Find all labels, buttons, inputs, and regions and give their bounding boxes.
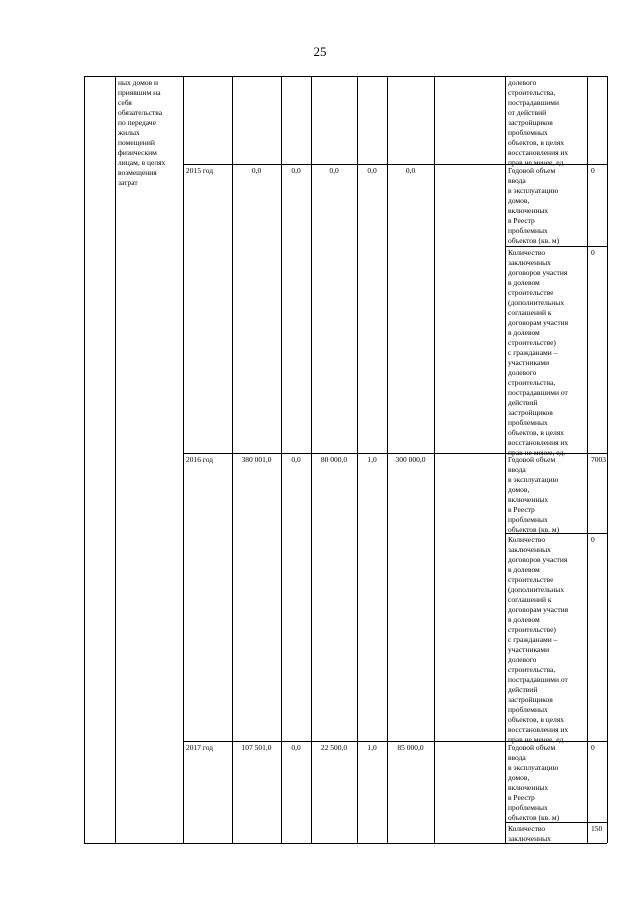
value-other: 85 000,0 bbox=[397, 743, 424, 752]
measure-description: ных домов и приявшим на себя обязательства по передаче жилых помещений физическим лицам, в целях возмещения затрат bbox=[118, 78, 166, 187]
indicator-text: Годовой объем ввода в эксплуатацию домов, включенных в Реестр проблемных объектов (кв. м) bbox=[508, 743, 560, 822]
indicator-value: 150 bbox=[591, 824, 603, 833]
col-border bbox=[434, 76, 435, 843]
value-federal: 0,0 bbox=[291, 455, 301, 464]
page-number: 25 bbox=[313, 44, 327, 59]
indicator-value: 0 bbox=[591, 743, 595, 752]
value-federal: 0,0 bbox=[291, 166, 301, 175]
table-top-border bbox=[84, 76, 607, 77]
indicator-text: долевого строительства, пострадавшими от действий застройщиков проблемных объектов, в целях восстановления их прав не менее, ед. bbox=[508, 78, 569, 167]
indicator-text: Годовой объем ввода в эксплуатацию домов, включенных в Реестр проблемных объектов (кв. м) bbox=[508, 455, 560, 534]
value-total: 380 001,0 bbox=[241, 455, 272, 464]
col-border bbox=[607, 76, 608, 843]
value-regional: 22 500,0 bbox=[320, 743, 348, 752]
value-regional: 80 000,0 bbox=[320, 455, 348, 464]
indicator-value: 0 bbox=[591, 535, 595, 544]
col-border bbox=[84, 76, 85, 843]
year-label: 2016 год bbox=[186, 455, 214, 464]
value-other: 300 000,0 bbox=[395, 455, 426, 464]
year-label: 2017 год bbox=[186, 743, 214, 752]
value-total: 107 501,0 bbox=[241, 743, 272, 752]
value-federal: 0,0 bbox=[291, 743, 301, 752]
indicator-text: Годовой объем ввода в эксплуатацию домов, включенных в Реестр проблемных объектов (кв. м) bbox=[508, 166, 560, 245]
indicator-value: 0 bbox=[591, 248, 595, 257]
value-local: 0,0 bbox=[367, 166, 377, 175]
col-border bbox=[183, 76, 184, 843]
col-border bbox=[587, 76, 588, 843]
indicator-divider bbox=[505, 246, 607, 247]
year-label: 2015 год bbox=[186, 166, 214, 175]
value-other: 0,0 bbox=[405, 166, 416, 175]
value-local: 1,0 bbox=[367, 743, 377, 752]
indicator-text: Количество заключенных bbox=[508, 824, 551, 843]
value-total: 0,0 bbox=[251, 166, 262, 175]
indicator-value: 7003 bbox=[591, 455, 606, 464]
col-border bbox=[505, 76, 506, 843]
value-local: 1,0 bbox=[367, 455, 377, 464]
value-regional: 0,0 bbox=[329, 166, 339, 175]
indicator-value: 0 bbox=[591, 166, 595, 175]
indicator-text: Количество заключенных договоров участия в долевом строительстве (дополнительных соглашений к договорам участия в долевом строительстве) с гражданами – участниками долевого строительства, пострадавшими от действий застройщиков проблемных объектов, в целях восстановления их прав не менее, ед. bbox=[508, 535, 569, 744]
indicator-text: Количество заключенных договоров участия в долевом строительстве (дополнительных соглашений к договорам участия в долевом строительстве) с гражданами – участниками долевого строительства, пострадавшими от действий застройщиков проблемных объектов, в целях восстановления их прав не менее, ед. bbox=[508, 248, 569, 457]
col-border bbox=[115, 76, 116, 843]
